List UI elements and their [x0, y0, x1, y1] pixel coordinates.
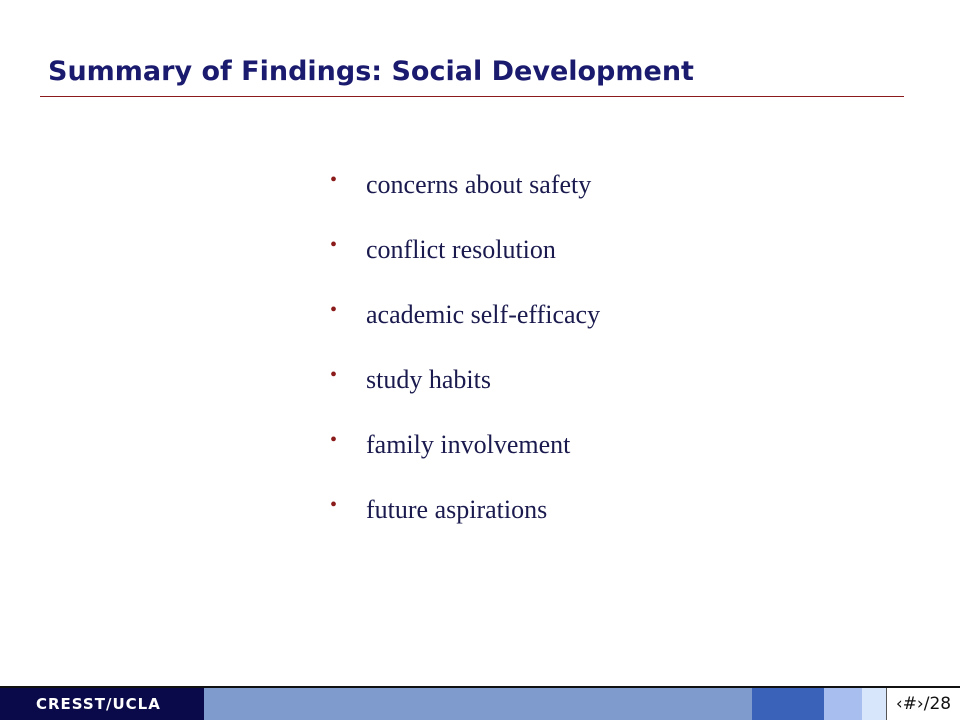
bullet-dot-icon: •: [330, 234, 338, 256]
bullet-text: academic self-efficacy: [366, 299, 601, 329]
footer-blue-block: [752, 688, 824, 720]
bullet-list: [330, 152, 600, 542]
bullet-text: study habits: [366, 364, 491, 394]
footer-pale-block: [824, 688, 862, 720]
footer-lightest-block: [862, 688, 886, 720]
bullet-item: [330, 477, 600, 542]
bullet-dot-icon: •: [330, 364, 338, 386]
bullet-text: conflict resolution: [366, 234, 556, 264]
bullet-dot-icon: •: [330, 494, 338, 516]
bullet-dot-icon: •: [330, 169, 338, 191]
footer-mid-block: [204, 688, 752, 720]
bullet-item: [330, 152, 600, 217]
bullet-text: family involvement: [366, 429, 571, 459]
bullet-dot-icon: •: [330, 299, 338, 321]
bullet-item: [330, 347, 600, 412]
bullet-dot-icon: •: [330, 429, 338, 451]
bullet-text: concerns about safety: [366, 169, 592, 199]
footer-dark-block: [0, 688, 32, 720]
page-number: ‹#›/28: [886, 688, 960, 720]
bullet-item: [330, 282, 600, 347]
bullet-text: future aspirations: [366, 494, 548, 524]
footer-logo: CRESST/UCLA: [32, 688, 204, 720]
bullet-item: [330, 217, 600, 282]
bullet-item: [330, 412, 600, 477]
footer-bar: [0, 686, 960, 720]
title-underline: [40, 96, 904, 97]
slide-title: Summary of Findings: Social Development: [48, 56, 694, 87]
